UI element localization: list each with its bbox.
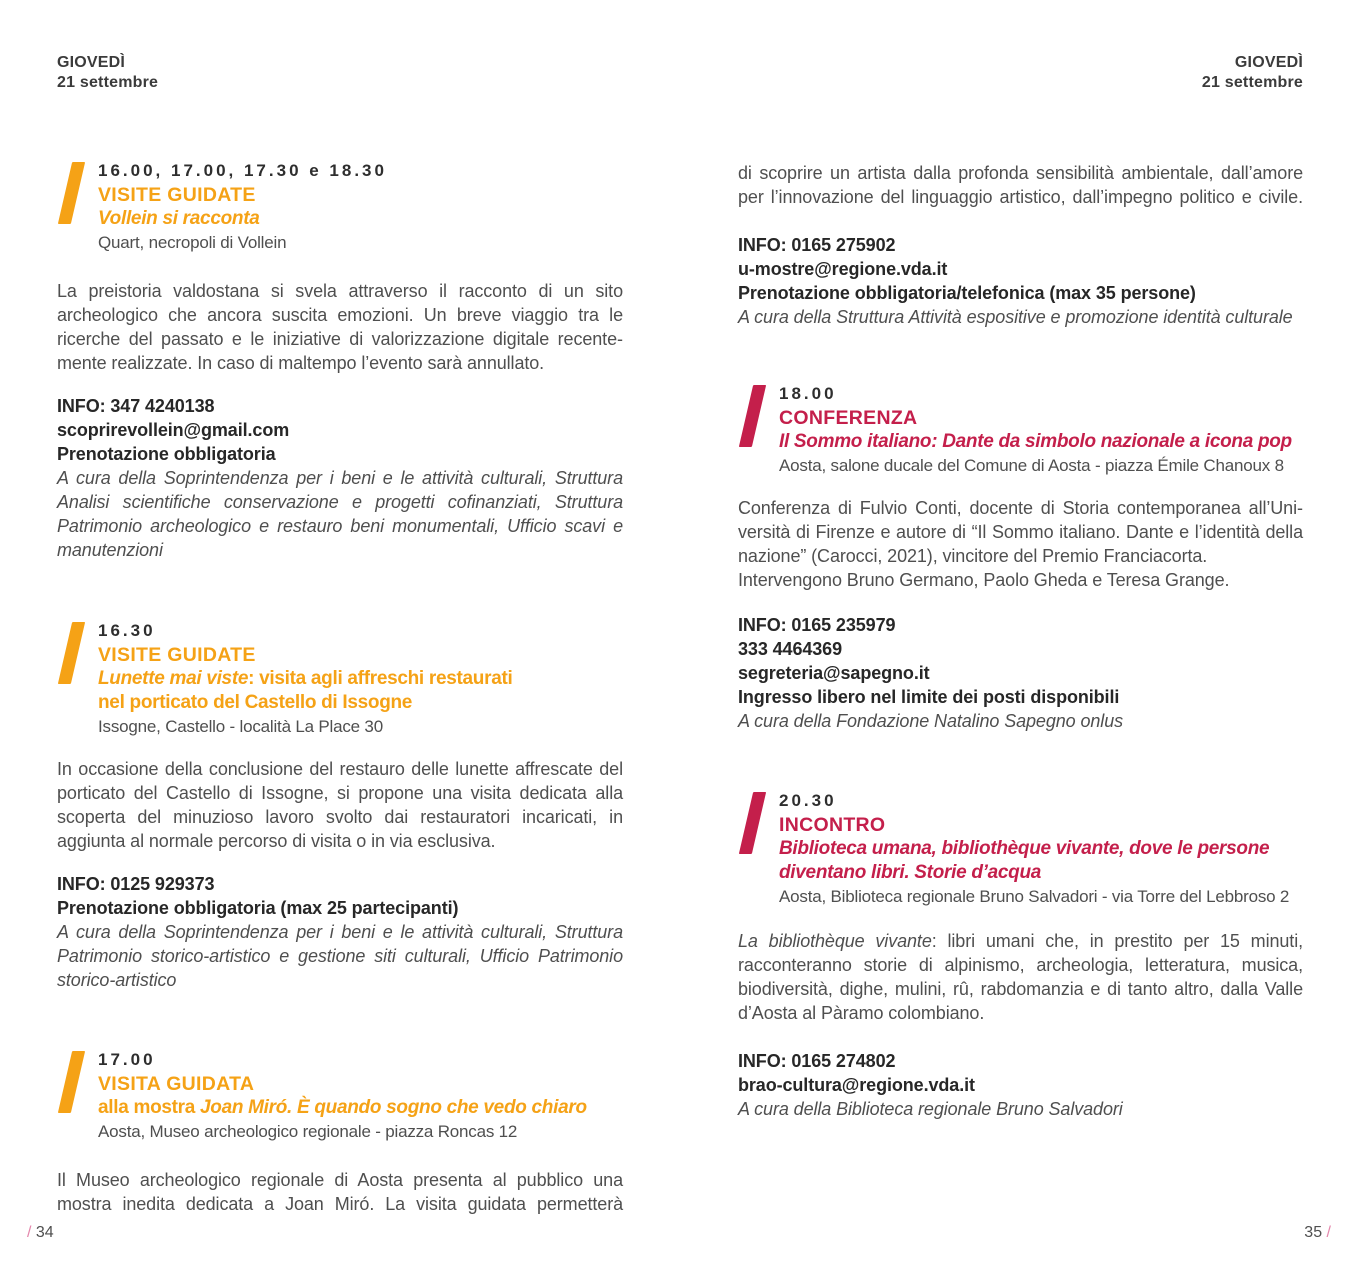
day-header-left [57,53,623,93]
event-title: Biblioteca umana, bibliothèque vivante, dove le persone diventano libri. Storie d’acqua [779,838,1270,883]
slash-icon [58,1051,85,1113]
slash-icon [739,385,766,447]
event-time: 18.00 [779,384,837,403]
day-label: GIOVEDÌ [1234,54,1303,71]
event-conferenza-dante [738,382,1303,478]
event-category: VISITE GUIDATE [98,644,256,666]
info-block [738,613,1303,733]
slash-icon [739,792,766,854]
event-category: VISITA GUIDATA [98,1073,255,1095]
credit-line: A cura della Soprintendenza per i beni e le attività culturali, Struttura Patrimonio storico-artistico e gestione siti culturali, Ufficio Patrimonio storico-artistico [57,922,623,990]
event-description: Il Museo archeologico regionale di Aosta presenta al pubblico una mostra inedita dedicata a Joan Miró. La visita guidata permetterà [57,1170,623,1214]
event-title: Il Sommo italiano: Dante da simbolo nazionale a icona pop [779,431,1292,452]
info-block [738,1049,1303,1121]
description-paragraph: Conferenza di Fulvio Conti, docente di Storia contemporanea all’Università di Firenze e autore di “Il Sommo italiano. Dante e l’identità della nazione” (Carocci, 2021), vincitore del Premio Franciacorta. [738,498,1303,566]
info-email: brao-cultura@regione.vda.it [738,1075,975,1095]
info-phone: INFO: 0165 235979 [738,615,896,635]
info-phone: INFO: 0125 929373 [57,874,215,894]
credit-line: A cura della Struttura Attività espositive e promozione identità culturale [738,307,1293,327]
left-column [57,0,623,1270]
info-email: segreteria@sapegno.it [738,663,930,683]
page-slash-icon: / [1326,1224,1331,1241]
info-phone: INFO: 0165 275902 [738,235,896,255]
credit-line: A cura della Soprintendenza per i beni e le attività culturali, Struttura Analisi scientifiche conservazione e progetti cofinanziati, Struttura Patrimonio archeologico e restauro beni monumentali, Ufficio scavi e manutenzioni [57,468,623,560]
info-block [57,872,623,992]
event-title: alla mostra Joan Miró. È quando sogno che vedo chiaro [98,1097,587,1118]
page-number-left [27,1224,54,1242]
event-location: Aosta, salone ducale del Comune di Aosta - piazza Émile Chanoux 8 [779,456,1284,475]
page-slash-icon: / [27,1224,32,1241]
info-email: u-mostre@regione.vda.it [738,259,948,279]
info-booking: Prenotazione obbligatoria [57,444,276,464]
slash-icon [58,622,85,684]
info-block [57,394,623,562]
event-description [738,496,1303,592]
event-time: 16.00, 17.00, 17.30 e 18.30 [98,161,387,180]
credit-line: A cura della Fondazione Natalino Sapegno onlus [738,711,1124,731]
page-number: 34 [35,1224,54,1241]
date-label: 21 settembre [1201,74,1303,91]
info-admission: Ingresso libero nel limite dei posti disponibili [738,687,1120,707]
right-column [738,0,1303,1270]
day-header-right [738,53,1303,93]
slash-icon [58,162,85,224]
event-visite-guidate-lunette [57,619,623,739]
info-phone: INFO: 0165 274802 [738,1051,896,1071]
event-location: Aosta, Biblioteca regionale Bruno Salvadori - via Torre del Lebbroso 2 [779,887,1290,906]
event-time: 16.30 [98,621,156,640]
event-location: Quart, necropoli di Vollein [98,233,287,252]
event-location: Aosta, Museo archeologico regionale - piazza Roncas 12 [98,1122,518,1141]
event-description: La preistoria valdostana si svela attraverso il racconto di un sito archeologico che ancora suscita emozioni. Un breve viaggio tra le ricerche del passato e le iniziative di valorizzazione digitale recentemente realizzate. In caso di maltempo l’evento sarà annullato. [57,281,623,373]
event-time: 17.00 [98,1050,156,1069]
event-incontro-biblioteca [738,789,1303,909]
info-block [738,233,1303,329]
event-title: Lunette mai viste: visita agli affreschi restaurati nel porticato del Castello di Issogne [98,668,513,713]
info-booking: Prenotazione obbligatoria/telefonica (max 35 persone) [738,283,1196,303]
page-number: 35 [1304,1224,1323,1241]
event-category: CONFERENZA [779,407,918,429]
event-time: 20.30 [779,791,837,810]
event-description: In occasione della conclusione del restauro delle lunette affrescate del porticato del Castello di Issogne, si propone una visita dedicata alla scoperta del minuzioso lavoro svolto dai restauratori incaricati, in aggiunta al normale percorso di visita o in via esclusiva. [57,759,623,851]
event-location: Issogne, Castello - località La Place 30 [98,717,383,736]
event-visita-guidata-miro [57,1048,623,1144]
event-category: VISITE GUIDATE [98,184,256,206]
event-description-continued: di scoprire un artista dalla profonda sensibilità ambientale, dall’amore per l’innovazione del linguaggio artistico, dall’impegno politico e civile. [738,163,1303,207]
info-email: scoprirevollein@gmail.com [57,420,290,440]
info-booking: Prenotazione obbligatoria (max 25 partecipanti) [57,898,459,918]
event-category: INCONTRO [779,814,886,836]
event-title: Vollein si racconta [98,208,260,229]
info-phone: INFO: 347 4240138 [57,396,215,416]
date-label: 21 settembre [57,74,159,91]
info-phone-2: 333 4464369 [738,639,843,659]
event-description: La bibliothèque vivante: libri umani che, in prestito per 15 minuti, racconteranno storie di alpinismo, archeologia, letteratura, musica, biodiversità, dighe, mulini, rû, rabdomanzia e di tanto altro, dalla Valle d’Aosta al Pàramo colombiano. [738,931,1303,1023]
page-number-right [1304,1224,1331,1242]
description-paragraph: Intervengono Bruno Germano, Paolo Gheda e Teresa Grange. [738,570,1230,590]
event-visite-guidate-vollein [57,159,623,255]
credit-line: A cura della Biblioteca regionale Bruno Salvadori [738,1099,1123,1119]
day-label: GIOVEDÌ [57,54,126,71]
